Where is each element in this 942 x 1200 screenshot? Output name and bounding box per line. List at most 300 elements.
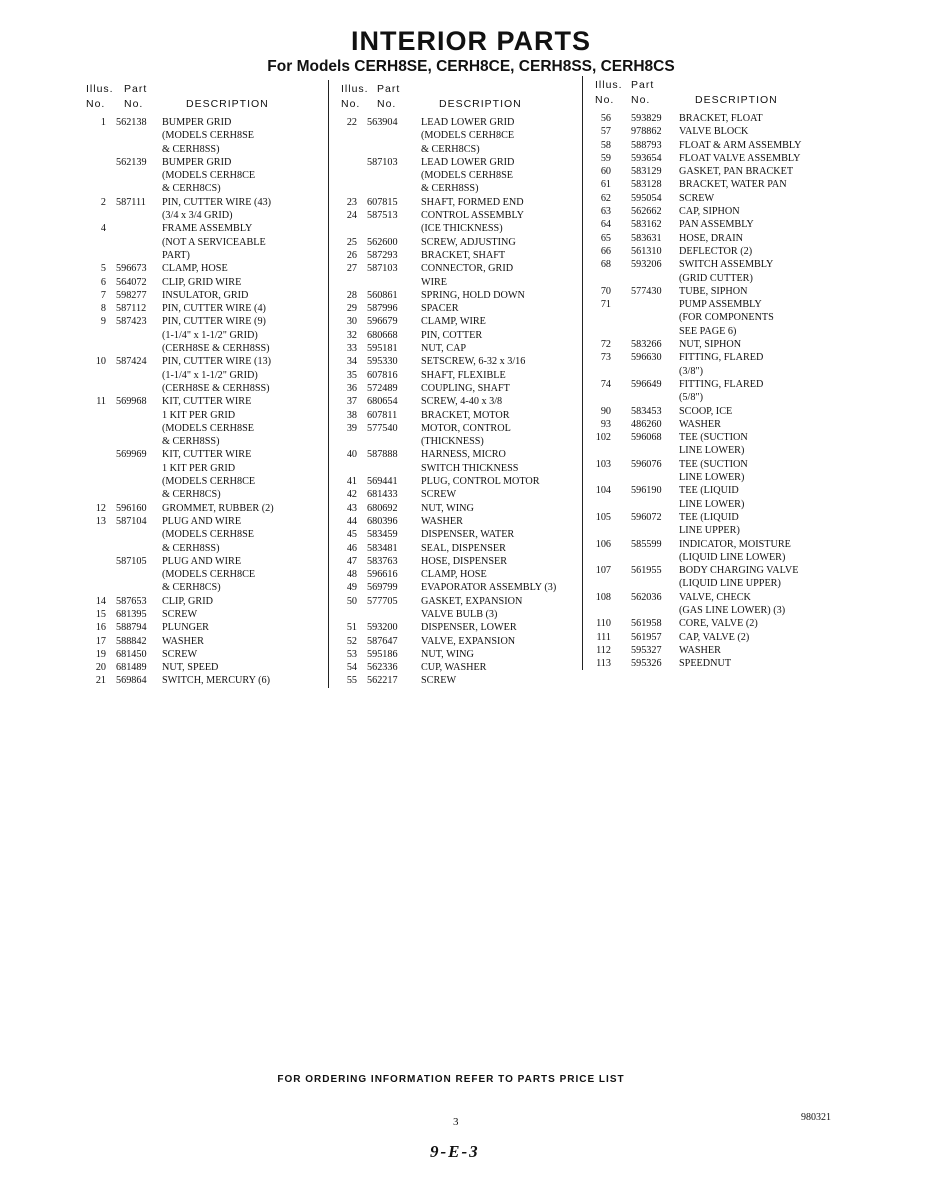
part-row xyxy=(337,369,583,382)
part-row xyxy=(337,674,583,687)
parts-list xyxy=(86,116,330,688)
part-row xyxy=(591,351,841,364)
part-row xyxy=(337,395,583,408)
part-description: INDICATOR, MOISTURE xyxy=(679,538,791,550)
illus-number: 49 xyxy=(346,582,357,594)
part-number: 561955 xyxy=(631,565,662,577)
header-no: No. xyxy=(124,98,144,110)
illus-number: 32 xyxy=(346,329,357,341)
part-number: 595330 xyxy=(367,356,398,368)
part-description: (LIQUID LINE UPPER) xyxy=(679,578,781,590)
header-description: DESCRIPTION xyxy=(695,94,778,106)
part-number: 562138 xyxy=(116,117,147,128)
illus-number: 7 xyxy=(100,289,106,301)
part-number: 572489 xyxy=(367,382,398,394)
part-description: & CERH8CS) xyxy=(162,489,221,501)
part-description: DISPENSER, LOWER xyxy=(421,622,517,634)
parts-list xyxy=(591,112,841,670)
part-number: 583459 xyxy=(367,529,398,541)
part-row xyxy=(591,564,841,577)
part-row xyxy=(86,169,330,182)
illus-number: 39 xyxy=(346,422,357,434)
part-description: PIN, COTTER xyxy=(421,329,483,341)
part-row xyxy=(337,448,583,461)
header-illus: Illus. xyxy=(86,83,114,95)
part-number: 978862 xyxy=(631,126,662,138)
part-row xyxy=(591,152,841,165)
part-row xyxy=(337,342,583,355)
illus-number: 56 xyxy=(600,113,611,124)
part-row xyxy=(337,475,583,488)
ordering-note: FOR ORDERING INFORMATION REFER TO PARTS PRICE LIST xyxy=(277,1074,625,1085)
part-number: 562600 xyxy=(367,236,398,248)
part-row xyxy=(86,129,330,142)
part-number: 680692 xyxy=(367,502,398,514)
part-description: CONTROL ASSEMBLY xyxy=(421,210,525,222)
part-description: WASHER xyxy=(162,635,204,647)
illus-number: 64 xyxy=(600,219,611,231)
illus-number: 15 xyxy=(95,608,106,620)
part-description: & CERH8CS) xyxy=(162,183,221,195)
part-number: 596160 xyxy=(116,502,147,514)
part-description: LEAD LOWER GRID xyxy=(421,117,515,128)
part-description: 1 KIT PER GRID xyxy=(162,409,236,421)
part-number: 596630 xyxy=(631,352,662,364)
part-number: 583453 xyxy=(631,405,662,417)
part-description: SCREW, 4-40 x 3/8 xyxy=(421,396,503,408)
illus-number: 25 xyxy=(346,236,357,248)
part-number: 583631 xyxy=(631,232,662,244)
part-number: 595186 xyxy=(367,648,398,660)
part-description: CLAMP, WIRE xyxy=(421,316,486,328)
part-number: 562662 xyxy=(631,206,662,218)
part-number: 587104 xyxy=(116,515,147,527)
part-row xyxy=(337,355,583,368)
header-no: No. xyxy=(631,94,651,106)
illus-number: 73 xyxy=(600,352,611,364)
handwritten-note: 9-E-3 xyxy=(430,1142,480,1161)
part-row xyxy=(591,311,841,324)
part-description: PART) xyxy=(162,249,190,261)
part-description: EVAPORATOR ASSEMBLY (3) xyxy=(421,582,557,594)
part-description: (CERH8SE & CERH8SS) xyxy=(162,382,270,394)
column-header xyxy=(337,80,583,116)
part-number: 587111 xyxy=(116,196,146,208)
part-row xyxy=(86,488,330,501)
part-number: 588794 xyxy=(116,622,147,634)
illus-number: 2 xyxy=(100,196,106,208)
header-part: Part xyxy=(124,83,148,95)
part-row xyxy=(591,178,841,191)
illus-number: 90 xyxy=(600,405,611,417)
part-row xyxy=(86,475,330,488)
part-number: 577430 xyxy=(631,285,662,297)
illus-number: 44 xyxy=(346,515,357,527)
illus-number: 48 xyxy=(346,569,357,581)
part-row xyxy=(337,515,583,528)
part-number: 583162 xyxy=(631,219,662,231)
part-description: & CERH8SS) xyxy=(162,542,220,554)
part-number: 587103 xyxy=(367,156,398,168)
part-description: (1-1/4" x 1-1/2" GRID) xyxy=(162,329,258,341)
illus-number: 28 xyxy=(346,289,357,301)
part-description: (MODELS CERH8CE xyxy=(162,569,256,581)
part-description: BRACKET, MOTOR xyxy=(421,409,510,421)
part-row xyxy=(337,661,583,674)
illus-number: 14 xyxy=(95,595,106,607)
illus-number: 74 xyxy=(600,378,611,390)
part-row xyxy=(86,661,330,674)
part-number: 561310 xyxy=(631,245,662,257)
part-row xyxy=(86,595,330,608)
part-row xyxy=(591,205,841,218)
illus-number: 112 xyxy=(596,644,611,656)
part-number: 562336 xyxy=(367,662,398,674)
part-description: (MODELS CERH8CE xyxy=(421,130,515,142)
part-row xyxy=(591,551,841,564)
part-description: SHAFT, FORMED END xyxy=(421,196,524,208)
part-row xyxy=(591,511,841,524)
illus-number: 40 xyxy=(346,449,357,461)
part-row xyxy=(591,458,841,471)
part-row xyxy=(337,116,583,129)
illus-number: 63 xyxy=(600,206,611,218)
illus-number: 9 xyxy=(100,316,106,328)
part-row xyxy=(591,644,841,657)
illus-number: 47 xyxy=(346,555,357,567)
parts-column-3 xyxy=(582,76,841,670)
part-row xyxy=(591,617,841,630)
part-number: 587293 xyxy=(367,249,398,261)
part-number: 598277 xyxy=(116,289,147,301)
illus-number: 11 xyxy=(96,396,106,408)
part-number: 587513 xyxy=(367,210,398,222)
part-description: COUPLING, SHAFT xyxy=(421,382,510,394)
part-description: PLUG, CONTROL MOTOR xyxy=(421,476,540,488)
part-description: PIN, CUTTER WIRE (4) xyxy=(162,303,266,315)
part-row xyxy=(86,156,330,169)
part-description: PIN, CUTTER WIRE (9) xyxy=(162,316,266,328)
illus-number: 68 xyxy=(600,259,611,271)
part-row xyxy=(337,222,583,235)
part-row xyxy=(337,435,583,448)
part-row xyxy=(591,631,841,644)
illus-number: 4 xyxy=(100,223,106,235)
part-description: & CERH8SS) xyxy=(421,183,479,195)
part-row xyxy=(591,471,841,484)
illus-number: 19 xyxy=(95,648,106,660)
illus-number: 22 xyxy=(346,117,357,128)
part-row xyxy=(86,581,330,594)
part-description: BRACKET, SHAFT xyxy=(421,249,506,261)
part-description: LEAD LOWER GRID xyxy=(421,156,515,168)
illus-number: 43 xyxy=(346,502,357,514)
part-description: BODY CHARGING VALVE xyxy=(679,565,799,577)
part-description: (MODELS CERH8CE xyxy=(162,476,256,488)
header-no: No. xyxy=(377,98,397,110)
part-row xyxy=(591,604,841,617)
part-row xyxy=(591,484,841,497)
illus-number: 16 xyxy=(95,622,106,634)
part-row xyxy=(591,405,841,418)
part-row xyxy=(86,395,330,408)
part-row xyxy=(86,143,330,156)
part-description: VALVE BULB (3) xyxy=(421,608,498,620)
illus-number: 111 xyxy=(596,631,611,643)
part-description: LINE LOWER) xyxy=(679,472,745,484)
part-row xyxy=(591,498,841,511)
illus-number: 21 xyxy=(95,675,106,687)
part-row xyxy=(591,112,841,125)
part-row xyxy=(591,245,841,258)
part-description: CUP, WASHER xyxy=(421,662,487,674)
part-row xyxy=(337,236,583,249)
part-row xyxy=(591,591,841,604)
part-description: FLOAT & ARM ASSEMBLY xyxy=(679,139,802,151)
part-row xyxy=(337,635,583,648)
part-number: 587888 xyxy=(367,449,398,461)
part-description: PIN, CUTTER WIRE (13) xyxy=(162,356,272,368)
part-row xyxy=(86,448,330,461)
part-description: SPRING, HOLD DOWN xyxy=(421,289,525,301)
illus-number: 34 xyxy=(346,356,357,368)
part-row xyxy=(337,648,583,661)
part-description: SWITCH THICKNESS xyxy=(421,462,519,474)
parts-column-2 xyxy=(328,80,583,688)
part-description: CLIP, GRID xyxy=(162,595,213,607)
illus-number: 53 xyxy=(346,648,357,660)
illus-number: 27 xyxy=(346,263,357,275)
part-number: 577540 xyxy=(367,422,398,434)
part-number: 583481 xyxy=(367,542,398,554)
part-row xyxy=(591,418,841,431)
illus-number: 51 xyxy=(346,622,357,634)
part-row xyxy=(86,528,330,541)
part-number: 596616 xyxy=(367,569,398,581)
part-number: 587423 xyxy=(116,316,147,328)
part-description: (5/8") xyxy=(679,392,703,404)
part-row xyxy=(86,542,330,555)
part-description: SCREW, ADJUSTING xyxy=(421,236,516,248)
part-description: NUT, WING xyxy=(421,502,474,514)
illus-number: 35 xyxy=(346,369,357,381)
part-description: PIN, CUTTER WIRE (43) xyxy=(162,196,272,208)
part-description: & CERH8CS) xyxy=(162,582,221,594)
part-row xyxy=(591,139,841,152)
part-description: (NOT A SERVICEABLE xyxy=(162,236,266,248)
part-row xyxy=(337,382,583,395)
part-number: 593206 xyxy=(631,259,662,271)
header-part: Part xyxy=(631,79,655,91)
part-row xyxy=(337,542,583,555)
part-description: (MODELS CERH8SE xyxy=(162,529,254,541)
part-number: 588842 xyxy=(116,635,147,647)
part-number: 593200 xyxy=(367,622,398,634)
part-row xyxy=(337,568,583,581)
header-description: DESCRIPTION xyxy=(439,98,522,110)
part-description: NUT, SIPHON xyxy=(679,339,742,351)
illus-number: 52 xyxy=(346,635,357,647)
part-row xyxy=(86,209,330,222)
part-description: WASHER xyxy=(679,644,721,656)
header-no: No. xyxy=(341,98,361,110)
part-number: 587424 xyxy=(116,356,147,368)
part-description: & CERH8SS) xyxy=(162,436,220,448)
illus-number: 24 xyxy=(346,210,357,222)
part-number: 588793 xyxy=(631,139,662,151)
illus-number: 41 xyxy=(346,476,357,488)
part-description: SCREW xyxy=(421,675,457,687)
header-part: Part xyxy=(377,83,401,95)
part-description: LINE UPPER) xyxy=(679,525,740,537)
part-description: KIT, CUTTER WIRE xyxy=(162,396,252,408)
part-number: 587647 xyxy=(367,635,398,647)
illus-number: 5 xyxy=(100,263,106,275)
illus-number: 70 xyxy=(600,285,611,297)
part-number: 569441 xyxy=(367,476,398,488)
part-row xyxy=(337,581,583,594)
part-row xyxy=(86,116,330,129)
part-description: (GRID CUTTER) xyxy=(679,272,753,284)
part-row xyxy=(86,409,330,422)
part-description: CLAMP, HOSE xyxy=(162,263,228,275)
part-row xyxy=(337,528,583,541)
part-description: SETSCREW, 6-32 x 3/16 xyxy=(421,356,526,368)
part-row xyxy=(337,608,583,621)
part-description: LINE LOWER) xyxy=(679,498,745,510)
illus-number: 108 xyxy=(595,591,611,603)
part-row xyxy=(337,621,583,634)
part-description: (LIQUID LINE LOWER) xyxy=(679,551,786,563)
illus-number: 104 xyxy=(595,485,611,497)
part-description: PLUG AND WIRE xyxy=(162,555,242,567)
part-row xyxy=(337,488,583,501)
illus-number: 106 xyxy=(595,538,611,550)
part-row xyxy=(86,462,330,475)
part-description: INSULATOR, GRID xyxy=(162,289,249,301)
part-number: 607815 xyxy=(367,196,398,208)
part-description: CORE, VALVE (2) xyxy=(679,618,758,630)
part-row xyxy=(86,315,330,328)
part-row xyxy=(337,143,583,156)
illus-number: 45 xyxy=(346,529,357,541)
part-description: (ICE THICKNESS) xyxy=(421,223,503,235)
part-row xyxy=(337,209,583,222)
illus-number: 61 xyxy=(600,179,611,191)
part-description: DEFLECTOR (2) xyxy=(679,245,753,257)
part-row xyxy=(86,262,330,275)
part-row xyxy=(86,276,330,289)
part-description: (THICKNESS) xyxy=(421,436,484,448)
part-description: SPEEDNUT xyxy=(679,658,732,670)
page-number: 3 xyxy=(453,1116,459,1128)
part-row xyxy=(86,648,330,661)
part-number: 593654 xyxy=(631,152,662,164)
part-row xyxy=(591,165,841,178)
part-description: GASKET, EXPANSION xyxy=(421,595,523,607)
part-row xyxy=(86,568,330,581)
part-description: BRACKET, FLOAT xyxy=(679,113,763,124)
part-description: CAP, SIPHON xyxy=(679,206,740,218)
part-description: PLUG AND WIRE xyxy=(162,515,242,527)
part-description: CAP, VALVE (2) xyxy=(679,631,750,643)
part-description: SEE PAGE 6) xyxy=(679,325,737,337)
part-description: VALVE, EXPANSION xyxy=(421,635,516,647)
part-description: SCREW xyxy=(421,489,457,501)
part-description: FLOAT VALVE ASSEMBLY xyxy=(679,152,801,164)
illus-number: 65 xyxy=(600,232,611,244)
part-row xyxy=(86,289,330,302)
part-number: 596076 xyxy=(631,458,662,470)
part-number: 595326 xyxy=(631,658,662,670)
part-description: 1 KIT PER GRID xyxy=(162,462,236,474)
column-header xyxy=(591,76,841,112)
part-row xyxy=(337,276,583,289)
part-number: 607811 xyxy=(367,409,398,421)
part-row xyxy=(86,515,330,528)
part-row xyxy=(337,315,583,328)
header-illus: Illus. xyxy=(595,79,623,91)
part-row xyxy=(86,329,330,342)
illus-number: 46 xyxy=(346,542,357,554)
illus-number: 55 xyxy=(346,675,357,687)
page-subtitle: For Models CERH8SE, CERH8CE, CERH8SS, CERH8CS xyxy=(267,58,675,75)
part-number: 587996 xyxy=(367,303,398,315)
illus-number: 12 xyxy=(95,502,106,514)
part-row xyxy=(591,657,841,670)
part-number: 680396 xyxy=(367,515,398,527)
part-number: 681489 xyxy=(116,662,147,674)
part-row xyxy=(591,431,841,444)
part-description: MOTOR, CONTROL xyxy=(421,422,511,434)
part-row xyxy=(86,302,330,315)
part-description: (MODELS CERH8SE xyxy=(421,170,513,182)
illus-number: 20 xyxy=(95,662,106,674)
part-description: (GAS LINE LOWER) (3) xyxy=(679,604,786,616)
part-description: BUMPER GRID xyxy=(162,156,232,168)
part-row xyxy=(591,577,841,590)
part-number: 564072 xyxy=(116,276,147,288)
illus-number: 6 xyxy=(100,276,106,288)
part-row xyxy=(86,236,330,249)
part-description: VALVE, CHECK xyxy=(679,591,751,603)
part-row xyxy=(86,608,330,621)
part-description: LINE LOWER) xyxy=(679,445,745,457)
part-number: 569864 xyxy=(116,675,147,687)
part-row xyxy=(86,502,330,515)
part-number: 585599 xyxy=(631,538,662,550)
part-row xyxy=(591,365,841,378)
part-description: PLUNGER xyxy=(162,622,209,634)
part-description: HARNESS, MICRO xyxy=(421,449,506,461)
part-row xyxy=(86,555,330,568)
illus-number: 54 xyxy=(346,662,357,674)
illus-number: 33 xyxy=(346,343,357,355)
part-number: 583128 xyxy=(631,179,662,191)
part-row xyxy=(337,409,583,422)
part-row xyxy=(337,555,583,568)
part-description: HOSE, DRAIN xyxy=(679,232,743,244)
part-row xyxy=(591,125,841,138)
illus-number: 23 xyxy=(346,196,357,208)
part-description: SPACER xyxy=(421,303,459,315)
part-description: (CERH8SE & CERH8SS) xyxy=(162,343,270,355)
illus-number: 42 xyxy=(346,489,357,501)
part-row xyxy=(337,156,583,169)
parts-column-1 xyxy=(86,80,330,688)
part-number: 595181 xyxy=(367,343,398,355)
illus-number: 10 xyxy=(95,356,106,368)
